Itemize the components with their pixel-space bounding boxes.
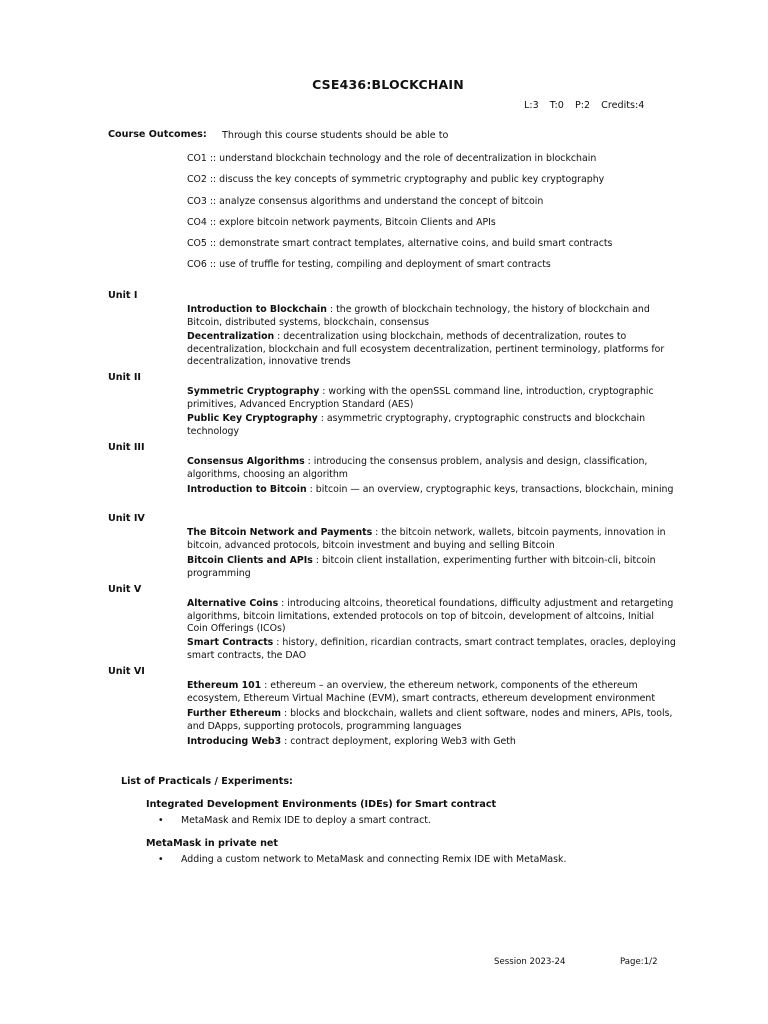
session-label: Session 2023-24 bbox=[494, 957, 566, 967]
topic-heading: Alternative Coins bbox=[187, 598, 279, 609]
lecture-hours: L:3 bbox=[524, 100, 539, 111]
unit-topic bbox=[187, 413, 677, 438]
topic-heading: Further Ethereum bbox=[187, 708, 281, 719]
topic-text: : the bitcoin network, wallets, bitcoin payments, innovation in bitcoin, advanced protocols, bitcoin investment and buying and selling Bitcoin bbox=[187, 527, 666, 551]
topic-heading: Symmetric Cryptography bbox=[187, 386, 320, 397]
practical-section-heading: MetaMask in private net bbox=[146, 838, 278, 849]
unit-topic bbox=[187, 680, 677, 705]
credit-count: Credits:4 bbox=[601, 100, 645, 111]
unit-topic bbox=[187, 484, 677, 497]
topic-heading: Decentralization bbox=[187, 331, 275, 342]
unit-label: Unit V bbox=[108, 584, 142, 595]
topic-text: : decentralization using blockchain, methods of decentralization, routes to decentralization, blockchain and full ecosystem decentralization, pertinent terminology, platforms for decentralization, innovative trends bbox=[187, 331, 665, 368]
practical-item-text: MetaMask and Remix IDE to deploy a smart contract. bbox=[181, 815, 431, 826]
course-outcomes-label: Course Outcomes: bbox=[108, 129, 207, 140]
unit-label: Unit III bbox=[108, 442, 145, 453]
unit-topic bbox=[187, 527, 677, 552]
bullet-icon: • bbox=[158, 854, 164, 865]
unit-topic bbox=[187, 637, 677, 662]
practical-item bbox=[158, 815, 431, 826]
topic-heading: Ethereum 101 bbox=[187, 680, 262, 691]
practical-section-heading: Integrated Development Environments (IDEs) for Smart contract bbox=[146, 799, 497, 810]
topic-text: : introducing altcoins, theoretical foundations, difficulty adjustment and retargeting algorithms, bitcoin limitations, extended protocols on top of bitcoin, development of altcoins, Initial Coin Offerings (ICOs) bbox=[187, 598, 674, 635]
unit-topic bbox=[187, 386, 677, 411]
unit-topic bbox=[187, 331, 677, 369]
credits-line bbox=[524, 100, 652, 111]
unit-topic bbox=[187, 555, 677, 580]
topic-text: : working with the openSSL command line, introduction, cryptographic primitives, Advanced Encryption Standard (AES) bbox=[187, 386, 654, 410]
topic-text: : contract deployment, exploring Web3 with Geth bbox=[281, 736, 516, 747]
course-outcomes-intro: Through this course students should be able to bbox=[222, 130, 449, 141]
topic-text: : bitcoin — an overview, cryptographic keys, transactions, blockchain, mining bbox=[306, 484, 674, 495]
topic-text: : history, definition, ricardian contracts, smart contract templates, oracles, deploying smart contracts, the DAO bbox=[187, 637, 676, 661]
topic-heading: Bitcoin Clients and APIs bbox=[187, 555, 313, 566]
unit-topic bbox=[187, 708, 677, 733]
course-outcome-item: CO1 :: understand blockchain technology and the role of decentralization in blockchain bbox=[187, 153, 597, 164]
topic-heading: Introduction to Bitcoin bbox=[187, 484, 307, 495]
practical-hours: P:2 bbox=[574, 100, 591, 111]
unit-topic bbox=[187, 456, 677, 481]
topic-heading: The Bitcoin Network and Payments bbox=[187, 527, 373, 538]
unit-topic bbox=[187, 598, 677, 636]
bullet-icon: • bbox=[158, 815, 164, 826]
topic-text: : blocks and blockchain, wallets and client software, nodes and miners, APIs, tools, and DApps, supporting protocols, programming languages bbox=[187, 708, 673, 732]
unit-label: Unit IV bbox=[108, 513, 145, 524]
unit-topic bbox=[187, 304, 677, 329]
topic-text: : bitcoin client installation, experimenting further with bitcoin-cli, bitcoin programming bbox=[187, 555, 656, 579]
topic-heading: Introducing Web3 bbox=[187, 736, 282, 747]
practicals-heading: List of Practicals / Experiments: bbox=[121, 776, 293, 787]
unit-topic bbox=[187, 736, 677, 749]
topic-heading: Consensus Algorithms bbox=[187, 456, 305, 467]
topic-heading: Public Key Cryptography bbox=[187, 413, 318, 424]
course-outcome-item: CO3 :: analyze consensus algorithms and understand the concept of bitcoin bbox=[187, 195, 544, 207]
course-title: CSE436:BLOCKCHAIN bbox=[312, 77, 464, 92]
tutorial-hours: T:0 bbox=[549, 100, 564, 111]
page-number: Page:1/2 bbox=[620, 957, 658, 967]
unit-label: Unit VI bbox=[108, 666, 145, 677]
topic-text: : the growth of blockchain technology, the history of blockchain and Bitcoin, distributed systems, blockchain, consensus bbox=[187, 304, 650, 328]
course-outcome-item: CO2 :: discuss the key concepts of symmetric cryptography and public key cryptography bbox=[187, 174, 605, 186]
unit-label: Unit I bbox=[108, 290, 138, 301]
topic-text: : introducing the consensus problem, analysis and design, classification, algorithms, choosing an algorithm bbox=[187, 456, 648, 480]
practical-item bbox=[158, 854, 566, 865]
course-outcome-item: CO6 :: use of truffle for testing, compiling and deployment of smart contracts bbox=[187, 259, 551, 271]
course-outcome-item: CO5 :: demonstrate smart contract templates, alternative coins, and build smart contracts bbox=[187, 238, 613, 250]
topic-heading: Smart Contracts bbox=[187, 637, 274, 648]
course-outcome-item: CO4 :: explore bitcoin network payments, Bitcoin Clients and APIs bbox=[187, 216, 496, 228]
topic-text: : ethereum – an overview, the ethereum network, components of the ethereum ecosystem, Ethereum Virtual Machine (EVM), smart contracts, ethereum development environment bbox=[187, 680, 656, 704]
practical-item-text: Adding a custom network to MetaMask and connecting Remix IDE with MetaMask. bbox=[181, 854, 567, 865]
unit-label: Unit II bbox=[108, 372, 141, 383]
course-outcomes-list bbox=[187, 152, 612, 280]
topic-heading: Introduction to Blockchain bbox=[187, 304, 327, 315]
topic-text: : asymmetric cryptography, cryptographic constructs and blockchain technology bbox=[187, 413, 646, 437]
